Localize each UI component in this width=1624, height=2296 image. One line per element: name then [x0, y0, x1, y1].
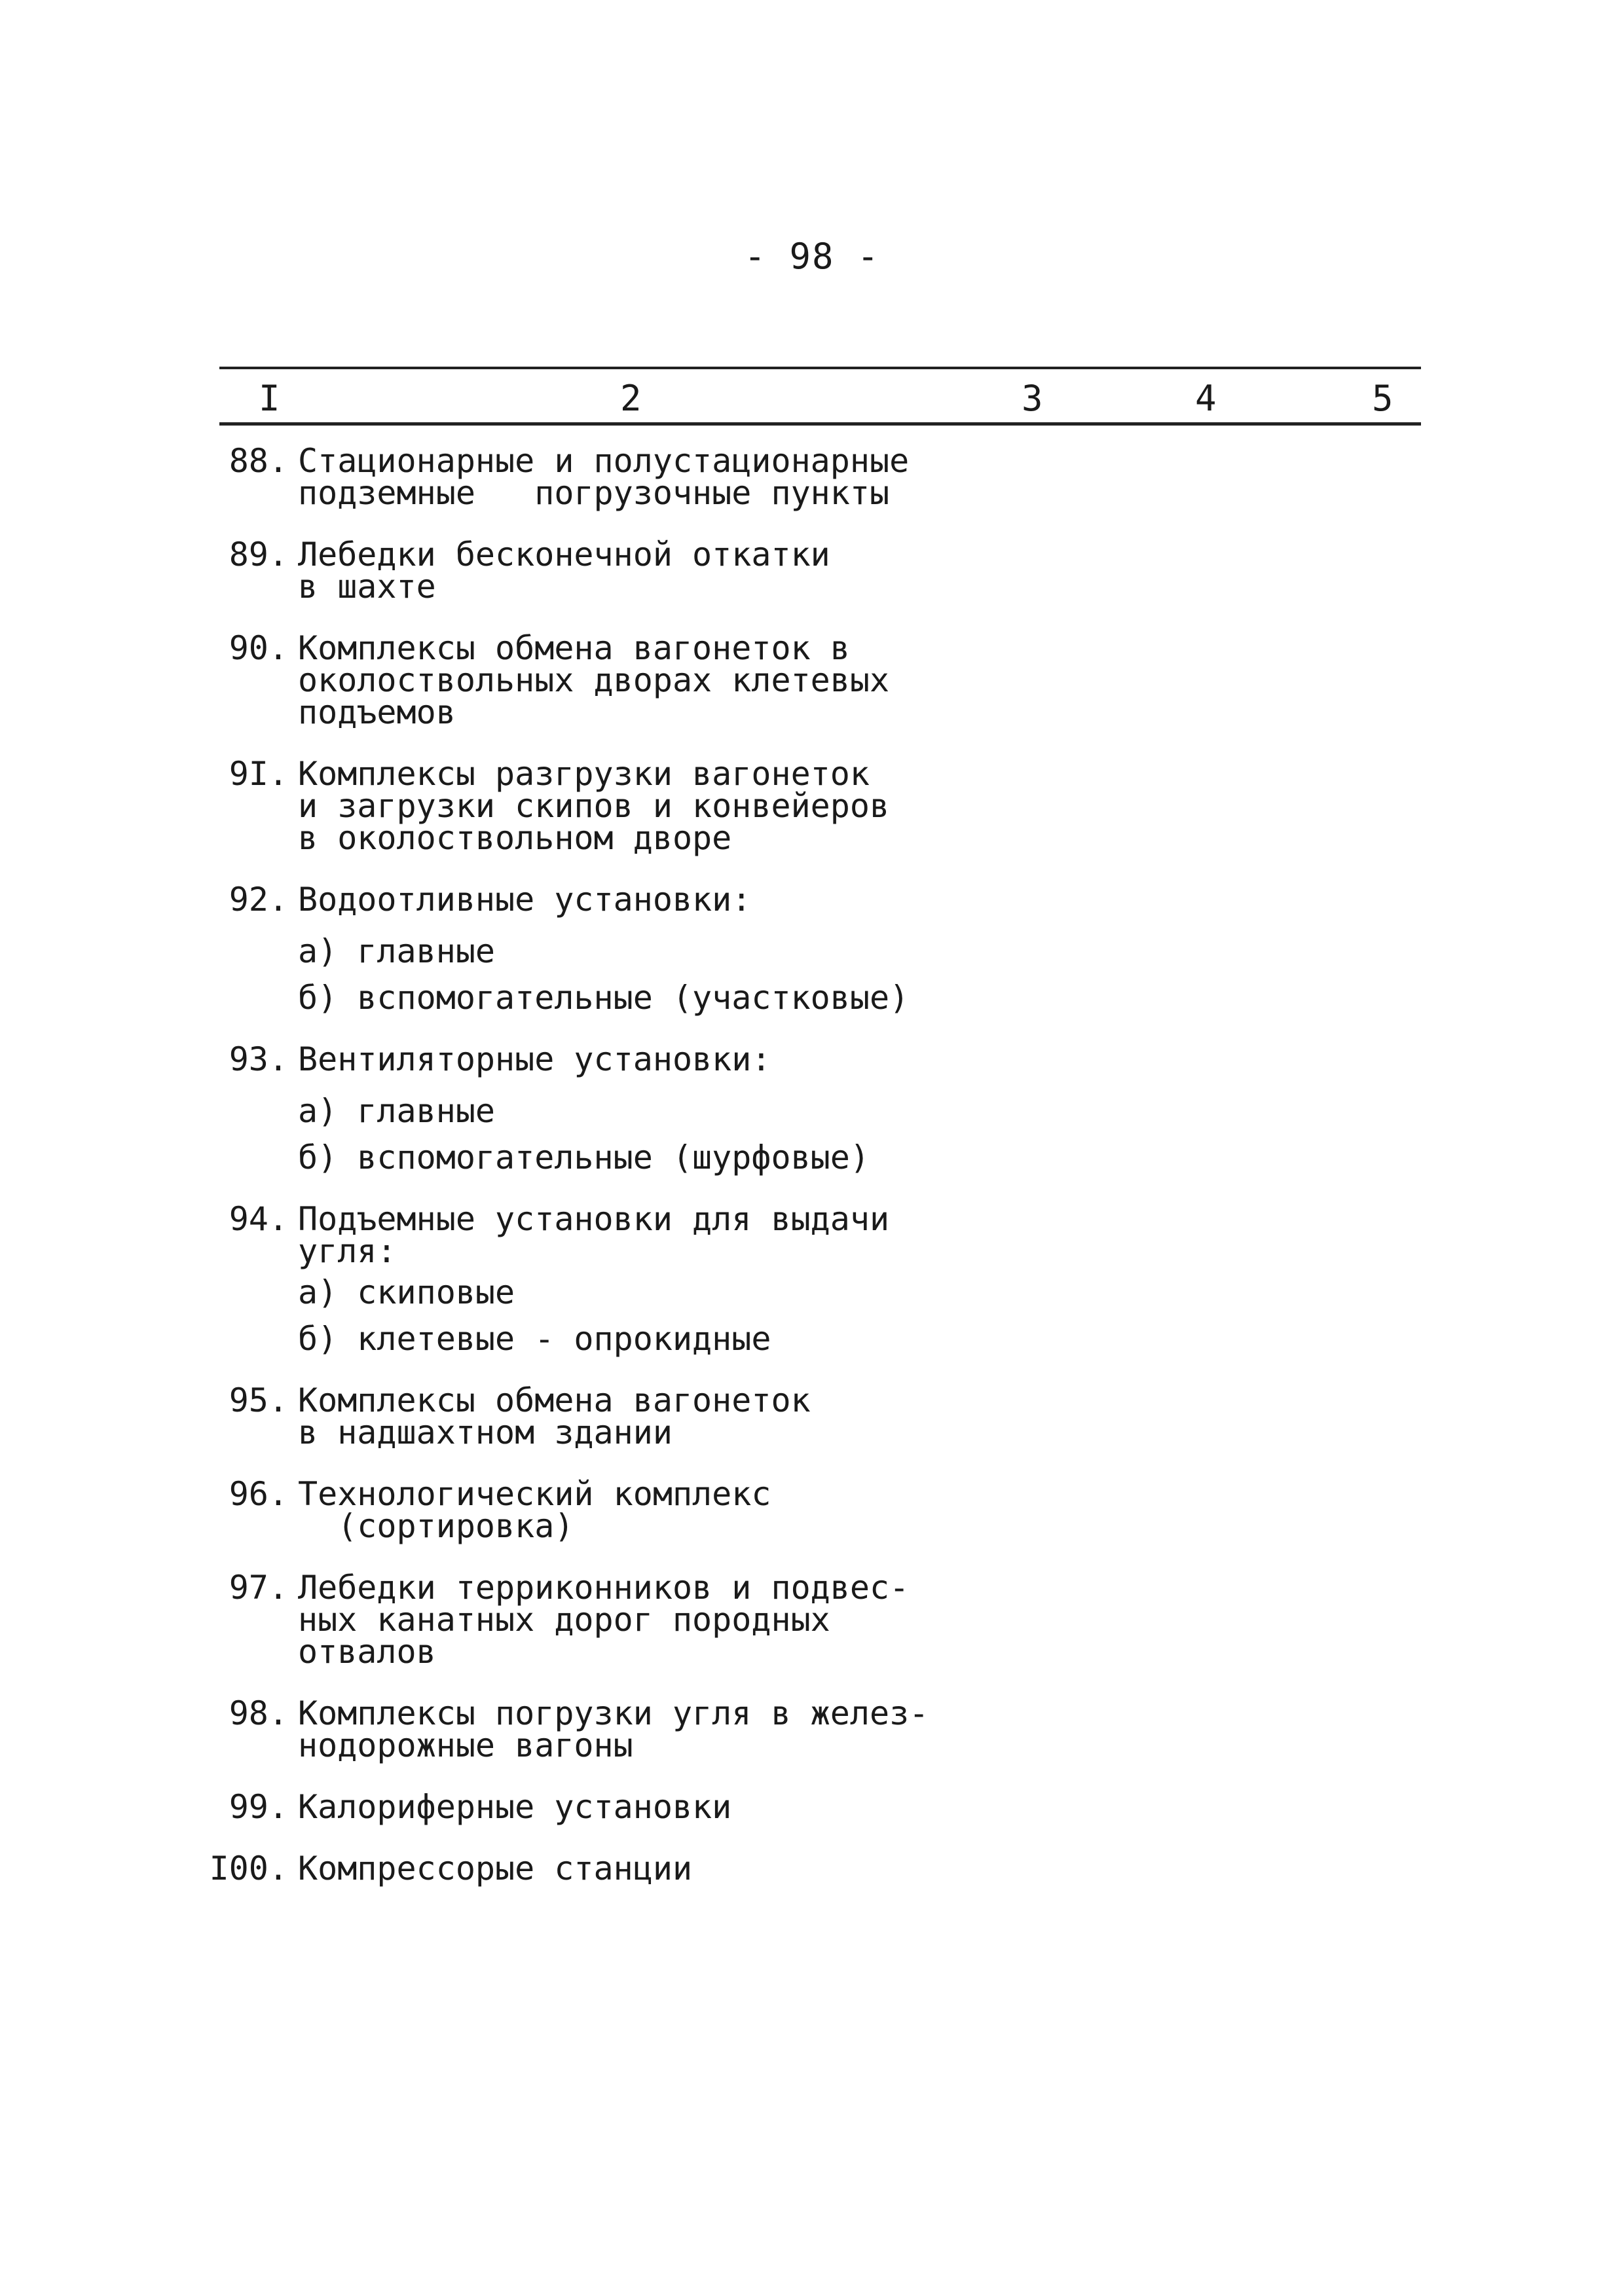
- entry-number: 94.: [229, 1200, 288, 1238]
- list-item: [190, 1475, 1041, 1545]
- entry-number: I00.: [209, 1850, 288, 1887]
- entry-text-line: (сортировка): [298, 1507, 574, 1545]
- sub-item: а) главные: [298, 932, 496, 970]
- entry-text-line: и загрузки скипов и конвейеров: [298, 787, 890, 825]
- list-item: [190, 1694, 1041, 1764]
- sub-item: а) главные: [298, 1092, 496, 1130]
- entry-text-line: подъемов: [298, 693, 456, 731]
- column-header-4: 4: [1195, 378, 1217, 419]
- entry-text-line: Технологический комплекс: [298, 1475, 771, 1513]
- sub-item: б) вспомогательные (шурфовые): [298, 1139, 870, 1176]
- entry-number: 98.: [229, 1694, 288, 1732]
- page-number: - 98 -: [744, 236, 880, 277]
- entry-text-line: Комплексы обмена вагонеток: [298, 1381, 811, 1419]
- entry-text-line: Вентиляторные установки:: [298, 1040, 771, 1078]
- list-item: [190, 536, 1041, 606]
- column-header-2: 2: [620, 378, 642, 419]
- entry-number: 96.: [229, 1475, 288, 1513]
- header-top-rule: [219, 367, 1421, 369]
- list-item: [190, 1788, 1041, 1826]
- entry-text-line: Водоотливные установки:: [298, 881, 752, 919]
- entry-text-line: нодорожные вагоны: [298, 1726, 633, 1764]
- list-item: [190, 1850, 1041, 1887]
- entry-text-line: Комплексы погрузки угля в желез-: [298, 1694, 929, 1732]
- entry-text-line: Комплексы разгрузки вагонеток: [298, 755, 870, 793]
- table-header: [219, 367, 1421, 426]
- entry-text-line: Калориферные установки: [298, 1788, 732, 1826]
- entry-number: 92.: [229, 881, 288, 919]
- sub-item: а) скиповые: [298, 1273, 515, 1311]
- entries-list: [190, 442, 1041, 1914]
- entry-text-line: Лебедки терриконников и подвес-: [298, 1569, 910, 1607]
- list-item: [190, 1569, 1041, 1671]
- entry-text-line: ных канатных дорог породных: [298, 1601, 830, 1639]
- entry-text-line: Подъемные установки для выдачи: [298, 1200, 890, 1238]
- entry-number: 9I.: [229, 755, 288, 793]
- column-header-5: 5: [1372, 378, 1393, 419]
- entry-number: 90.: [229, 629, 288, 667]
- entry-text-line: угля:: [298, 1232, 397, 1270]
- entry-number: 93.: [229, 1040, 288, 1078]
- list-item: [190, 1381, 1041, 1451]
- entry-number: 89.: [229, 536, 288, 574]
- entry-text-line: в надшахтном здании: [298, 1413, 673, 1451]
- entry-text-line: околоствольных дворах клетевых: [298, 661, 890, 699]
- header-bottom-rule: [219, 422, 1421, 426]
- entry-text-line: Компрессорые станции: [298, 1850, 693, 1887]
- entry-number: 95.: [229, 1381, 288, 1419]
- sub-item: б) вспомогательные (участковые): [298, 979, 910, 1017]
- list-item: [190, 755, 1041, 857]
- entry-text-line: подземные погрузочные пункты: [298, 474, 890, 512]
- entry-text-line: Лебедки бесконечной откатки: [298, 536, 830, 574]
- list-item: [190, 881, 1041, 1017]
- column-header-1: I: [259, 378, 280, 419]
- list-item: [190, 442, 1041, 512]
- entry-number: 88.: [229, 442, 288, 480]
- entry-text-line: в околоствольном дворе: [298, 819, 732, 857]
- column-header-3: 3: [1022, 378, 1043, 419]
- list-item: [190, 1200, 1041, 1358]
- entry-text-line: в шахте: [298, 568, 436, 606]
- entry-text-line: Стационарные и полустационарные: [298, 442, 910, 480]
- sub-item: б) клетевые - опрокидные: [298, 1320, 771, 1358]
- entry-number: 99.: [229, 1788, 288, 1826]
- entry-text-line: отвалов: [298, 1633, 436, 1671]
- list-item: [190, 629, 1041, 731]
- list-item: [190, 1040, 1041, 1176]
- entry-text-line: Комплексы обмена вагонеток в: [298, 629, 850, 667]
- entry-number: 97.: [229, 1569, 288, 1607]
